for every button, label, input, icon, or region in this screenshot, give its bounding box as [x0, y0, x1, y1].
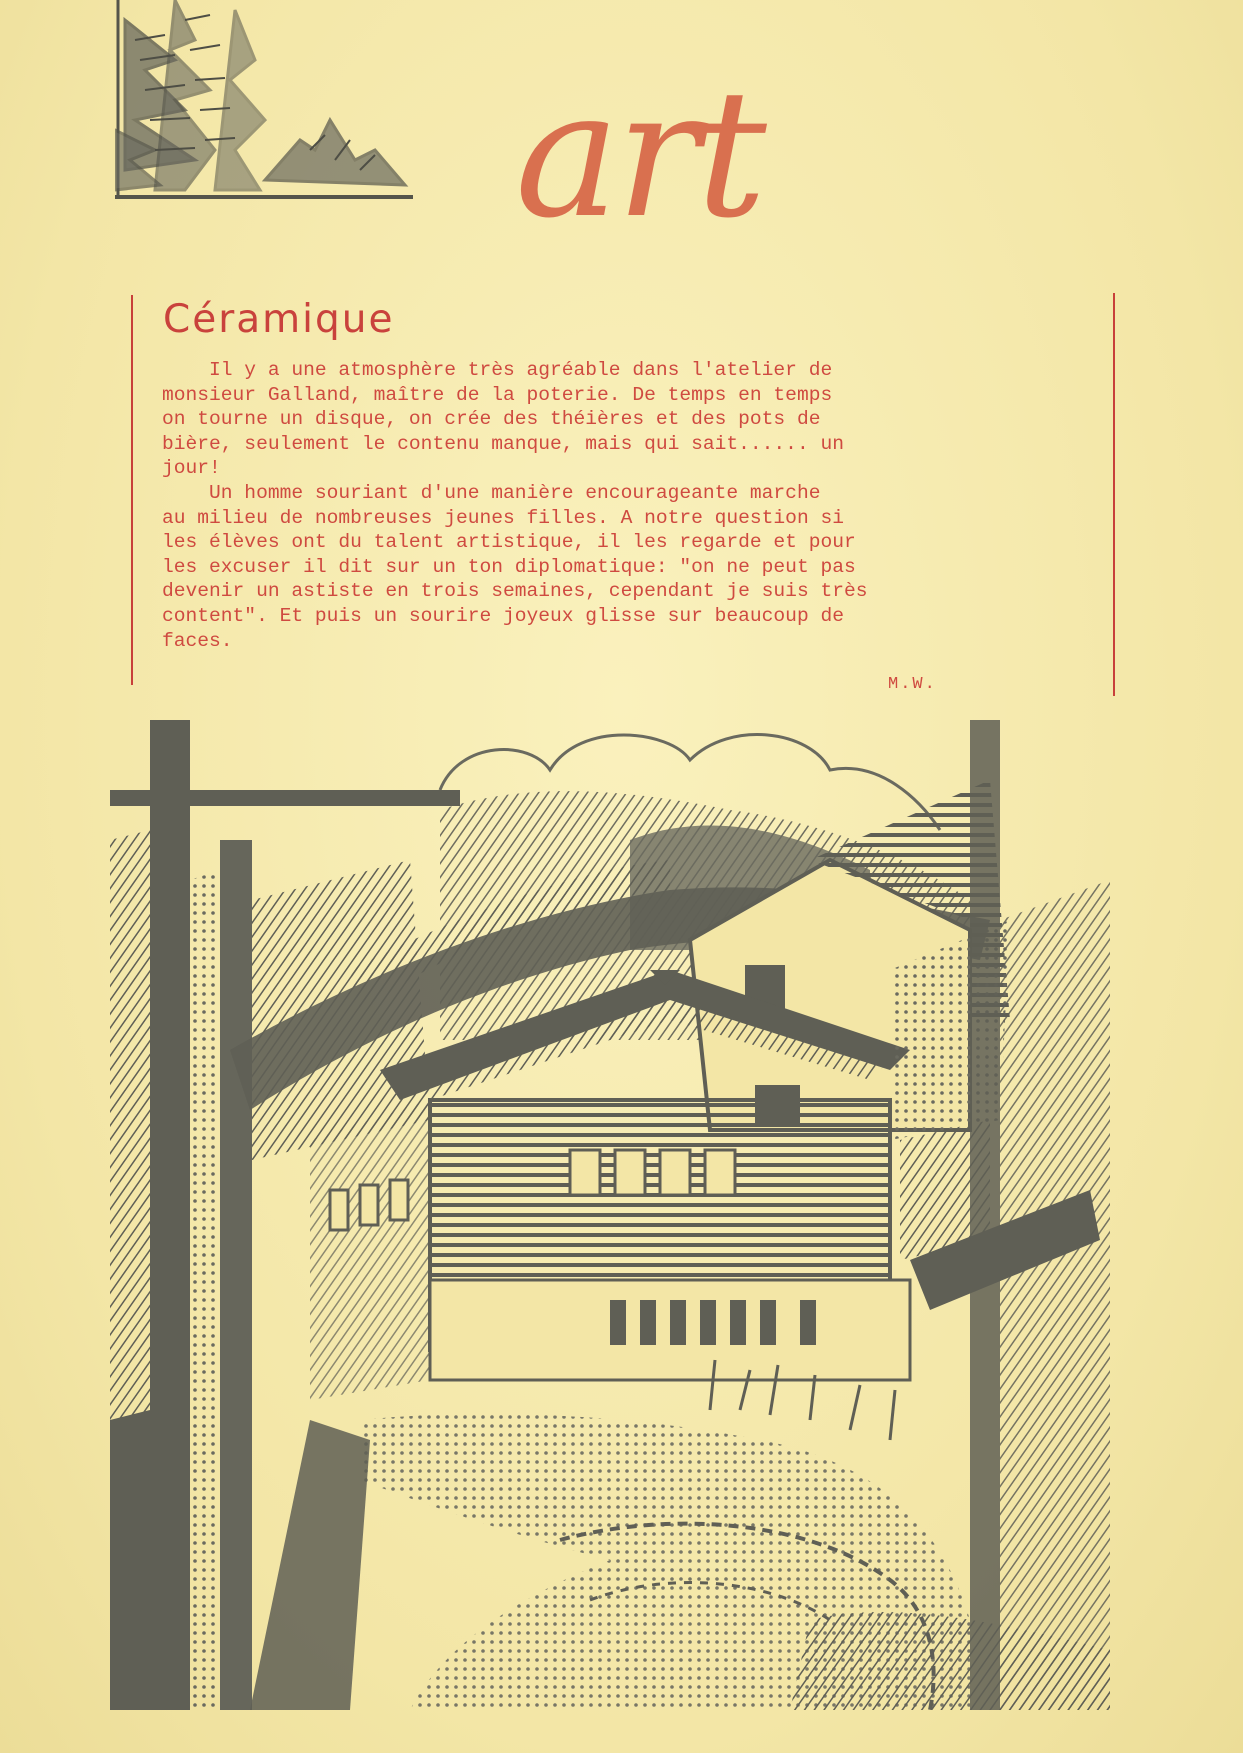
left-margin-rule [131, 295, 133, 685]
author-signature: M.W. [888, 675, 937, 694]
pine-branch-ornament [115, 0, 415, 200]
section-heading: art [515, 52, 763, 257]
article-paragraph: Il y a une atmosphère très agréable dans l'atelier de monsieur Galland, maître de la poterie. De temps en temps on tourne un disque, on crée des théières et des pots de bière, seulement le contenu manque, mais qui sait...... un jour! [162, 359, 844, 480]
article-body [162, 358, 1082, 653]
woodcut-illustration [110, 720, 1110, 1710]
article-paragraph: Un homme souriant d'une manière encourageante marche au milieu de nombreuses jeunes filles. A notre question si les élèves ont du talent artistique, il les regarde et pour les excuser il dit sur un ton diplomatique: "on ne peut pas devenir un astiste en trois semaines, cependant je suis très content". Et puis un sourire joyeux glisse sur beaucoup de faces. [162, 481, 868, 652]
article-title: Céramique [163, 297, 395, 342]
right-margin-rule [1113, 293, 1115, 696]
